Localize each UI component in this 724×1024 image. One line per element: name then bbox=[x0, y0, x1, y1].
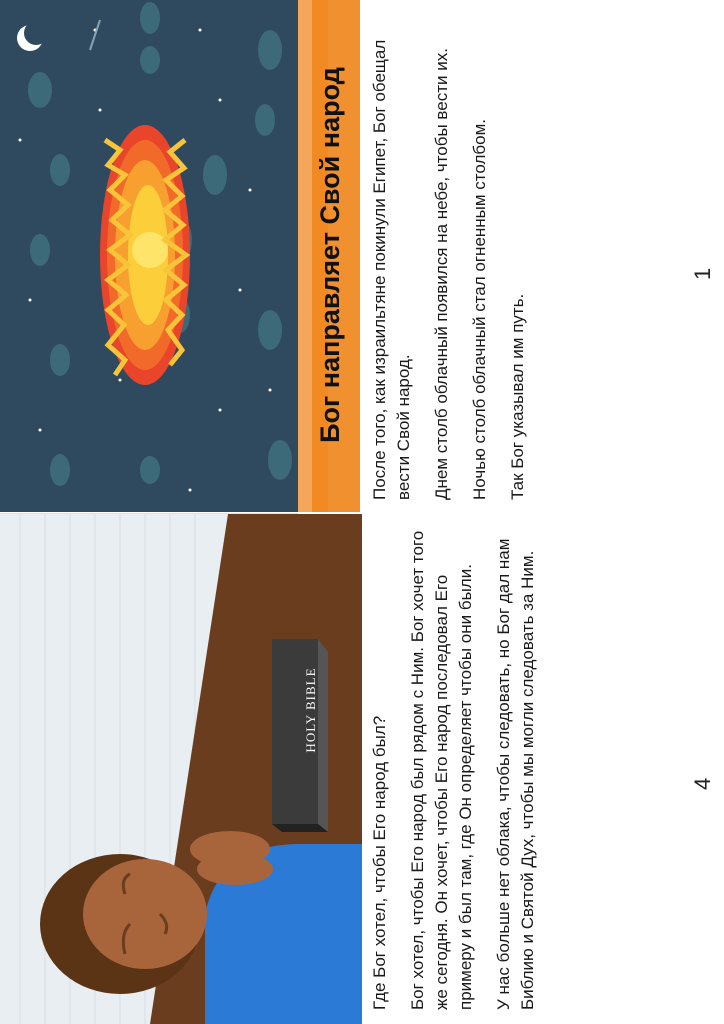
page-number-1: 1 bbox=[690, 267, 715, 280]
page4-paragraph-1: Где Бог хотел, чтобы Его народ был? bbox=[370, 715, 389, 1010]
bible-label: HOLY BIBLE bbox=[303, 667, 318, 753]
page-title: Бог направляет Свой народ bbox=[315, 67, 345, 443]
pillar-of-fire bbox=[100, 125, 190, 385]
page1-paragraph-4: Так Бог указывал им путь. bbox=[508, 293, 527, 500]
page4-paragraph-3: У нас больше нет облака, чтобы следовать, но Бог дал нам Библию и Святой Дух, чтобы мы могли следовать за Ним. bbox=[494, 538, 537, 1010]
praying-hands bbox=[190, 831, 273, 885]
page4-paragraph-2: Бог хотел, чтобы Его народ был рядом с Ним. Бог хочет того же сегодня. Он хочет, чтобы Его народ последовал Его примеру и был там, где Он определяет чтобы они были. bbox=[408, 530, 475, 1010]
page1-paragraph-1: После того, как израильтяне покинули Египет, Бог обещал вести Свой народ. bbox=[370, 39, 413, 500]
page1-paragraph-2: Днем столб облачный появился на небе, чтобы вести их. bbox=[432, 48, 451, 500]
page1-body bbox=[368, 20, 544, 500]
page-number-4: 4 bbox=[690, 777, 715, 790]
page4-body bbox=[368, 510, 554, 1010]
page1-paragraph-3: Ночью столб облачный стал огненным столбом. bbox=[470, 118, 489, 500]
night-sky-illustration bbox=[0, 0, 298, 512]
page-divider bbox=[0, 512, 724, 513]
